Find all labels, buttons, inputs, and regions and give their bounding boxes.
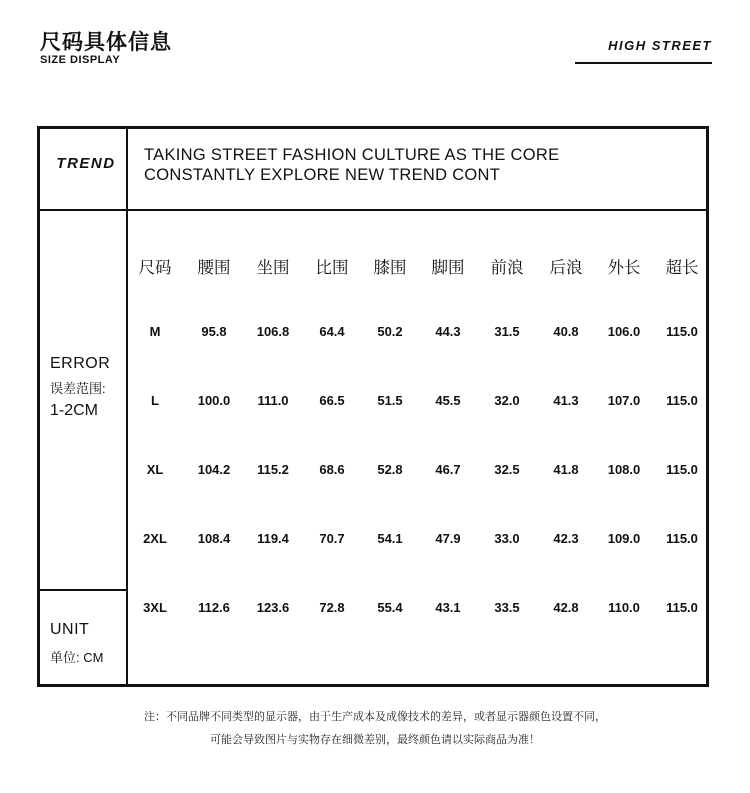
column-header: 比围 <box>315 258 349 277</box>
banner-headline <box>144 145 559 185</box>
brand-underline <box>575 62 712 64</box>
column-header: 超长 <box>665 258 699 277</box>
measurement-cell: 70.7 <box>319 531 345 546</box>
measurement-cell: 115.0 <box>666 324 698 339</box>
measurement-cell: 45.5 <box>435 393 461 408</box>
error-range-value: 1-2CM <box>50 402 99 419</box>
error-range-label: 误差范围: <box>50 381 106 396</box>
trend-label: TREND <box>56 155 116 172</box>
measurement-cell: 50.2 <box>377 324 403 339</box>
measurement-cell: 115.0 <box>666 393 698 408</box>
size-table-frame <box>37 126 709 687</box>
measurement-cell: 104.2 <box>197 462 231 477</box>
measurement-cell: 110.0 <box>608 600 640 615</box>
measurement-cell: 109.0 <box>607 531 641 546</box>
measurement-cell: 55.4 <box>377 600 403 615</box>
measurement-cell: 108.0 <box>607 462 641 477</box>
measurement-cell: 115.0 <box>666 531 698 546</box>
page-title-cn: 尺码具体信息 <box>40 29 172 54</box>
measurement-cell: 51.5 <box>377 393 403 408</box>
measurement-cell: 42.8 <box>553 600 579 615</box>
column-header: 膝围 <box>373 258 407 277</box>
measurement-cell: 115.2 <box>257 462 289 477</box>
footer-note-line-2: 可能会导致图片与实物存在细微差别，最终颜色请以实际商品为准！ <box>210 733 540 746</box>
measurement-cell: 68.6 <box>319 462 345 477</box>
measurement-cell: 42.3 <box>553 531 579 546</box>
headline-line-1: TAKING STREET FASHION CULTURE AS THE CORE <box>144 146 560 164</box>
measurement-cell: 108.4 <box>197 531 231 546</box>
page-subtitle-en: SIZE DISPLAY <box>40 54 121 66</box>
column-header: 尺码 <box>138 258 172 277</box>
size-label-cell: 3XL <box>143 600 167 615</box>
headline-line-2: CONSTANTLY EXPLORE NEW TREND CONT <box>144 166 501 184</box>
measurement-cell: 112.6 <box>198 600 230 615</box>
column-header: 后浪 <box>549 258 583 277</box>
measurement-cell: 40.8 <box>553 324 579 339</box>
measurement-cell: 33.0 <box>494 531 520 546</box>
measurement-cell: 107.0 <box>607 393 641 408</box>
column-header: 前浪 <box>490 258 524 277</box>
size-label-cell: 2XL <box>143 531 167 546</box>
unit-label: UNIT <box>50 621 90 638</box>
measurement-cell: 32.0 <box>494 393 520 408</box>
measurement-cell: 33.5 <box>494 600 520 615</box>
measurement-cell: 106.0 <box>607 324 641 339</box>
measurement-cell: 54.1 <box>377 531 403 546</box>
size-label-cell: M <box>149 324 161 339</box>
column-header: 坐围 <box>256 258 290 277</box>
column-header: 脚围 <box>431 258 465 277</box>
measurement-cell: 66.5 <box>319 393 345 408</box>
measurement-cell: 106.8 <box>256 324 290 339</box>
measurement-cell: 119.4 <box>257 531 289 546</box>
measurement-cell: 46.7 <box>435 462 461 477</box>
size-label-cell: XL <box>146 462 164 477</box>
measurement-cell: 32.5 <box>494 462 520 477</box>
footer-note-line-1: 注：不同品牌不同类型的显示器，由于生产成本及成像技术的差异，或者显示器颜色设置不同， <box>144 710 606 723</box>
unit-block <box>50 621 103 666</box>
measurement-cell: 100.0 <box>197 393 231 408</box>
measurement-cell: 123.6 <box>256 600 290 615</box>
unit-value: 单位: CM <box>50 650 104 665</box>
brand-label: HIGH STREET <box>608 38 712 53</box>
measurement-cell: 44.3 <box>435 324 461 339</box>
measurement-cell: 41.8 <box>553 462 579 477</box>
measurement-cell: 31.5 <box>494 324 520 339</box>
measurement-cell: 115.0 <box>666 462 698 477</box>
measurement-cell: 52.8 <box>377 462 403 477</box>
measurement-cell: 115.0 <box>666 600 698 615</box>
measurement-cell: 95.8 <box>201 324 227 339</box>
measurement-cell: 47.9 <box>435 531 461 546</box>
measurement-cell: 43.1 <box>435 600 461 615</box>
banner-divider <box>40 209 706 211</box>
size-label-cell: L <box>151 393 159 408</box>
error-label: ERROR <box>50 355 111 372</box>
side-divider <box>40 589 126 591</box>
error-block <box>50 355 110 420</box>
measurement-cell: 64.4 <box>319 324 345 339</box>
column-header: 腰围 <box>197 258 231 277</box>
measurement-cell: 41.3 <box>553 393 579 408</box>
measurement-cell: 72.8 <box>319 600 345 615</box>
column-header: 外长 <box>607 258 641 277</box>
measurement-cell: 111.0 <box>257 393 289 408</box>
